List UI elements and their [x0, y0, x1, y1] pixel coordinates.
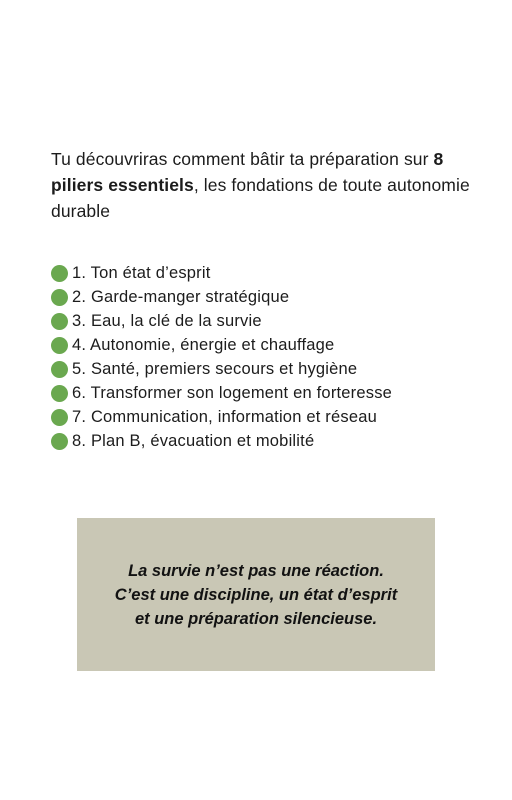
intro-paragraph — [51, 146, 471, 224]
green-bullet-icon — [51, 361, 68, 378]
green-bullet-icon — [51, 313, 68, 330]
pillars-list — [51, 261, 491, 453]
intro-text-start: Tu découvriras comment bâtir ta préparation sur — [51, 148, 434, 169]
green-bullet-icon — [51, 433, 68, 450]
green-bullet-icon — [51, 385, 68, 402]
pillar-item — [51, 357, 491, 381]
pillar-item — [51, 261, 491, 285]
pillar-item — [51, 333, 491, 357]
intro-emphasis: 8 piliers essentiels — [51, 148, 444, 195]
pillar-item — [51, 309, 491, 333]
quote-line: et une préparation silencieuse. — [134, 609, 378, 628]
pillar-item — [51, 381, 491, 405]
quote-box — [77, 518, 435, 671]
pillar-label: 2. Garde-manger stratégique — [72, 287, 290, 306]
green-bullet-icon — [51, 265, 68, 282]
pillar-label: 4. Autonomie, énergie et chauffage — [72, 335, 335, 354]
pillar-item — [51, 285, 491, 309]
green-bullet-icon — [51, 337, 68, 354]
green-bullet-icon — [51, 289, 68, 306]
quote-line: La survie n’est pas une réaction. — [128, 561, 384, 580]
pillar-label: 7. Communication, information et réseau — [72, 407, 377, 426]
green-bullet-icon — [51, 409, 68, 426]
pillar-label: 1. Ton état d’esprit — [72, 263, 211, 282]
pillar-label: 6. Transformer son logement en forteresse — [72, 383, 393, 402]
pillar-label: 3. Eau, la clé de la survie — [72, 311, 262, 330]
pillar-item — [51, 429, 491, 453]
pillar-item — [51, 405, 491, 429]
pillar-label: 8. Plan B, évacuation et mobilité — [72, 431, 315, 450]
pillar-label: 5. Santé, premiers secours et hygiène — [72, 359, 358, 378]
quote-line: C’est une discipline, un état d’esprit — [114, 585, 398, 604]
intro-text-end: , les fondations de toute autonomie durable — [51, 174, 470, 221]
